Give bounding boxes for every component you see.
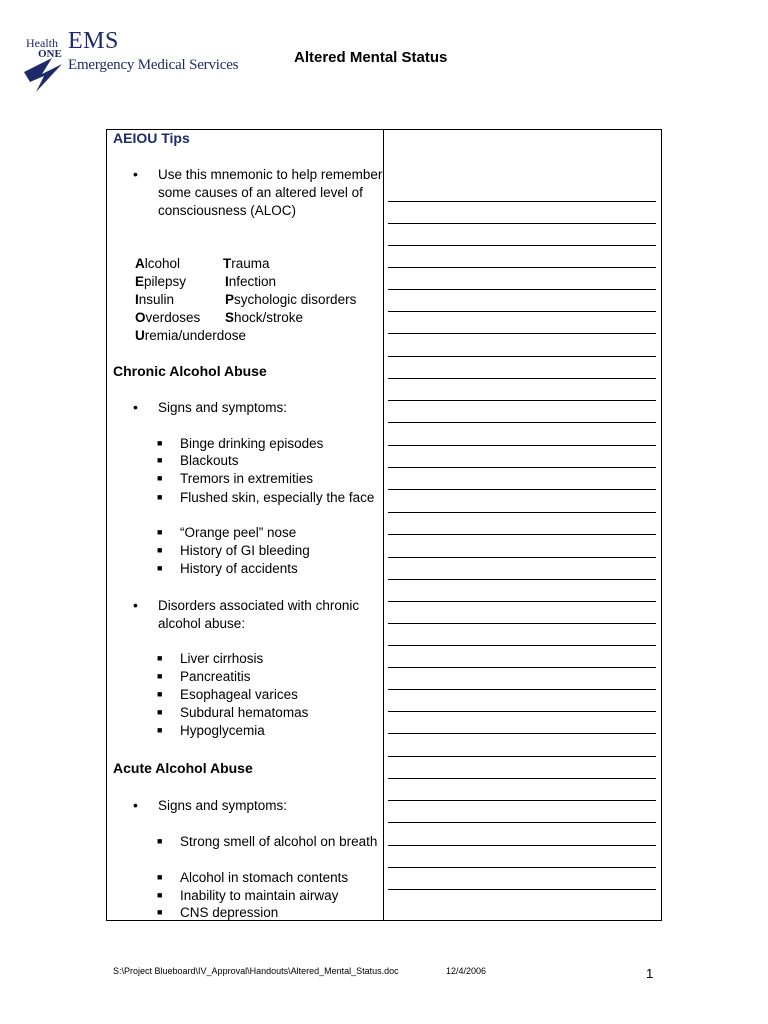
mnemonic-rest: sychologic disorders: [234, 292, 357, 307]
chronic-heading: Chronic Alcohol Abuse: [113, 363, 267, 379]
chronic-sign-5: History of GI bleeding: [180, 543, 310, 558]
mnemonic-right-0: [223, 255, 270, 273]
note-line[interactable]: [388, 800, 656, 801]
note-line[interactable]: [388, 778, 656, 779]
column-divider: [383, 129, 384, 921]
square-bullet: ■: [157, 473, 163, 483]
mnemonic-rest: nfection: [228, 274, 277, 289]
mnemonic-letter: U: [135, 328, 145, 343]
square-bullet: ■: [157, 836, 163, 846]
square-bullet: ■: [157, 563, 163, 573]
chronic-sign-3: Flushed skin, especially the face: [180, 490, 375, 505]
mnemonic-rest: lcohol: [144, 256, 181, 271]
document-title: Altered Mental Status: [294, 49, 448, 66]
chronic-disorder-4: Hypoglycemia: [180, 723, 265, 738]
chronic-disorder-0: Liver cirrhosis: [180, 651, 264, 666]
logo-health-text: Health: [26, 36, 58, 50]
note-line[interactable]: [388, 557, 656, 558]
note-line[interactable]: [388, 756, 656, 757]
chronic-sign-4: “Orange peel” nose: [180, 525, 297, 540]
bullet-dot: •: [133, 399, 138, 415]
square-bullet: ■: [157, 438, 163, 448]
acute-sign-0: Strong smell of alcohol on breath: [180, 834, 378, 849]
square-bullet: ■: [157, 653, 163, 663]
note-line[interactable]: [388, 667, 656, 668]
mnemonic-right-2: [225, 291, 356, 309]
mnemonic-letter: S: [225, 310, 235, 325]
chronic-sign-2: Tremors in extremities: [180, 471, 314, 486]
acute-sign-3: CNS depression: [180, 905, 279, 920]
acute-heading: Acute Alcohol Abuse: [113, 760, 253, 776]
chronic-sign-6: History of accidents: [180, 561, 298, 576]
note-line[interactable]: [388, 822, 656, 823]
note-line[interactable]: [388, 889, 656, 890]
logo-ems-text: EMS: [68, 28, 119, 54]
mnemonic-letter: T: [223, 256, 232, 271]
square-bullet: ■: [157, 890, 163, 900]
mnemonic-rest: verdoses: [145, 310, 201, 325]
note-line[interactable]: [388, 400, 656, 401]
bullet-dot: •: [133, 166, 138, 182]
mnemonic-rest: hock/stroke: [234, 310, 304, 325]
note-line[interactable]: [388, 512, 656, 513]
note-line[interactable]: [388, 467, 656, 468]
mnemonic-rest: pilepsy: [144, 274, 187, 289]
acute-sign-2: Inability to maintain airway: [180, 888, 339, 903]
note-line[interactable]: [388, 356, 656, 357]
square-bullet: ■: [157, 671, 163, 681]
footer-date: 12/4/2006: [446, 966, 487, 976]
square-bullet: ■: [157, 492, 163, 502]
chronic-signs-label: Signs and symptoms:: [158, 400, 288, 415]
logo-one-text: ONE: [38, 48, 62, 60]
bullet-dot: •: [133, 597, 138, 613]
mnemonic-left-4: [135, 327, 246, 345]
note-line[interactable]: [388, 223, 656, 224]
health-one-ems-logo: [22, 28, 252, 98]
note-line[interactable]: [388, 445, 656, 446]
square-bullet: ■: [157, 907, 163, 917]
note-line[interactable]: [388, 689, 656, 690]
note-line[interactable]: [388, 579, 656, 580]
chronic-disorder-2: Esophageal varices: [180, 687, 298, 702]
mnemonic-letter: O: [135, 310, 146, 325]
mnemonic-left-1: [135, 273, 186, 291]
note-line[interactable]: [388, 623, 656, 624]
mnemonic-right-3: [225, 309, 303, 327]
note-line[interactable]: [388, 245, 656, 246]
notes-column: [388, 130, 656, 920]
note-line[interactable]: [388, 378, 656, 379]
mnemonic-right-1: [225, 273, 276, 291]
note-line[interactable]: [388, 422, 656, 423]
mnemonic-rest: rauma: [231, 256, 270, 271]
note-line[interactable]: [388, 201, 656, 202]
note-line[interactable]: [388, 867, 656, 868]
mnemonic-rest: remia/underdose: [144, 328, 247, 343]
mnemonic-left-3: [135, 309, 200, 327]
bullet-dot: •: [133, 797, 138, 813]
note-line[interactable]: [388, 645, 656, 646]
note-line[interactable]: [388, 267, 656, 268]
footer-file-path: S:\Project Blueboard\IV_Approval\Handouts\Altered_Mental_Status.doc: [113, 966, 399, 976]
note-line[interactable]: [388, 601, 656, 602]
mnemonic-letter: P: [225, 292, 235, 307]
mnemonic-left-0: [135, 255, 180, 273]
aeiou-heading: AEIOU Tips: [113, 130, 190, 146]
chronic-sign-0: Binge drinking episodes: [180, 436, 324, 451]
note-line[interactable]: [388, 845, 656, 846]
mnemonic-letter: I: [225, 274, 229, 289]
chronic-disorder-3: Subdural hematomas: [180, 705, 309, 720]
chronic-sign-1: Blackouts: [180, 453, 239, 468]
logo-subtitle: Emergency Medical Services: [68, 57, 239, 73]
square-bullet: ■: [157, 725, 163, 735]
square-bullet: ■: [157, 872, 163, 882]
aeiou-bullet-text: Use this mnemonic to help remember some causes of an altered level of consciousness (ALOC): [158, 167, 383, 218]
chronic-disorders-label: Disorders associated with chronic alcohol abuse:: [158, 598, 360, 631]
note-line[interactable]: [388, 333, 656, 334]
chronic-disorder-1: Pancreatitis: [180, 669, 251, 684]
acute-signs-label: Signs and symptoms:: [158, 798, 288, 813]
mnemonic-letter: I: [135, 292, 139, 307]
mnemonic-rest: nsulin: [138, 292, 175, 307]
note-line[interactable]: [388, 733, 656, 734]
square-bullet: ■: [157, 545, 163, 555]
square-bullet: ■: [157, 707, 163, 717]
mnemonic-left-2: [135, 291, 174, 309]
acute-sign-1: Alcohol in stomach contents: [180, 870, 349, 885]
note-line[interactable]: [388, 711, 656, 712]
square-bullet: ■: [157, 689, 163, 699]
note-line[interactable]: [388, 534, 656, 535]
note-line[interactable]: [388, 311, 656, 312]
note-line[interactable]: [388, 489, 656, 490]
square-bullet: ■: [157, 527, 163, 537]
square-bullet: ■: [157, 455, 163, 465]
mnemonic-letter: A: [135, 256, 145, 271]
page-number: 1: [646, 966, 654, 981]
note-line[interactable]: [388, 289, 656, 290]
mnemonic-letter: E: [135, 274, 145, 289]
